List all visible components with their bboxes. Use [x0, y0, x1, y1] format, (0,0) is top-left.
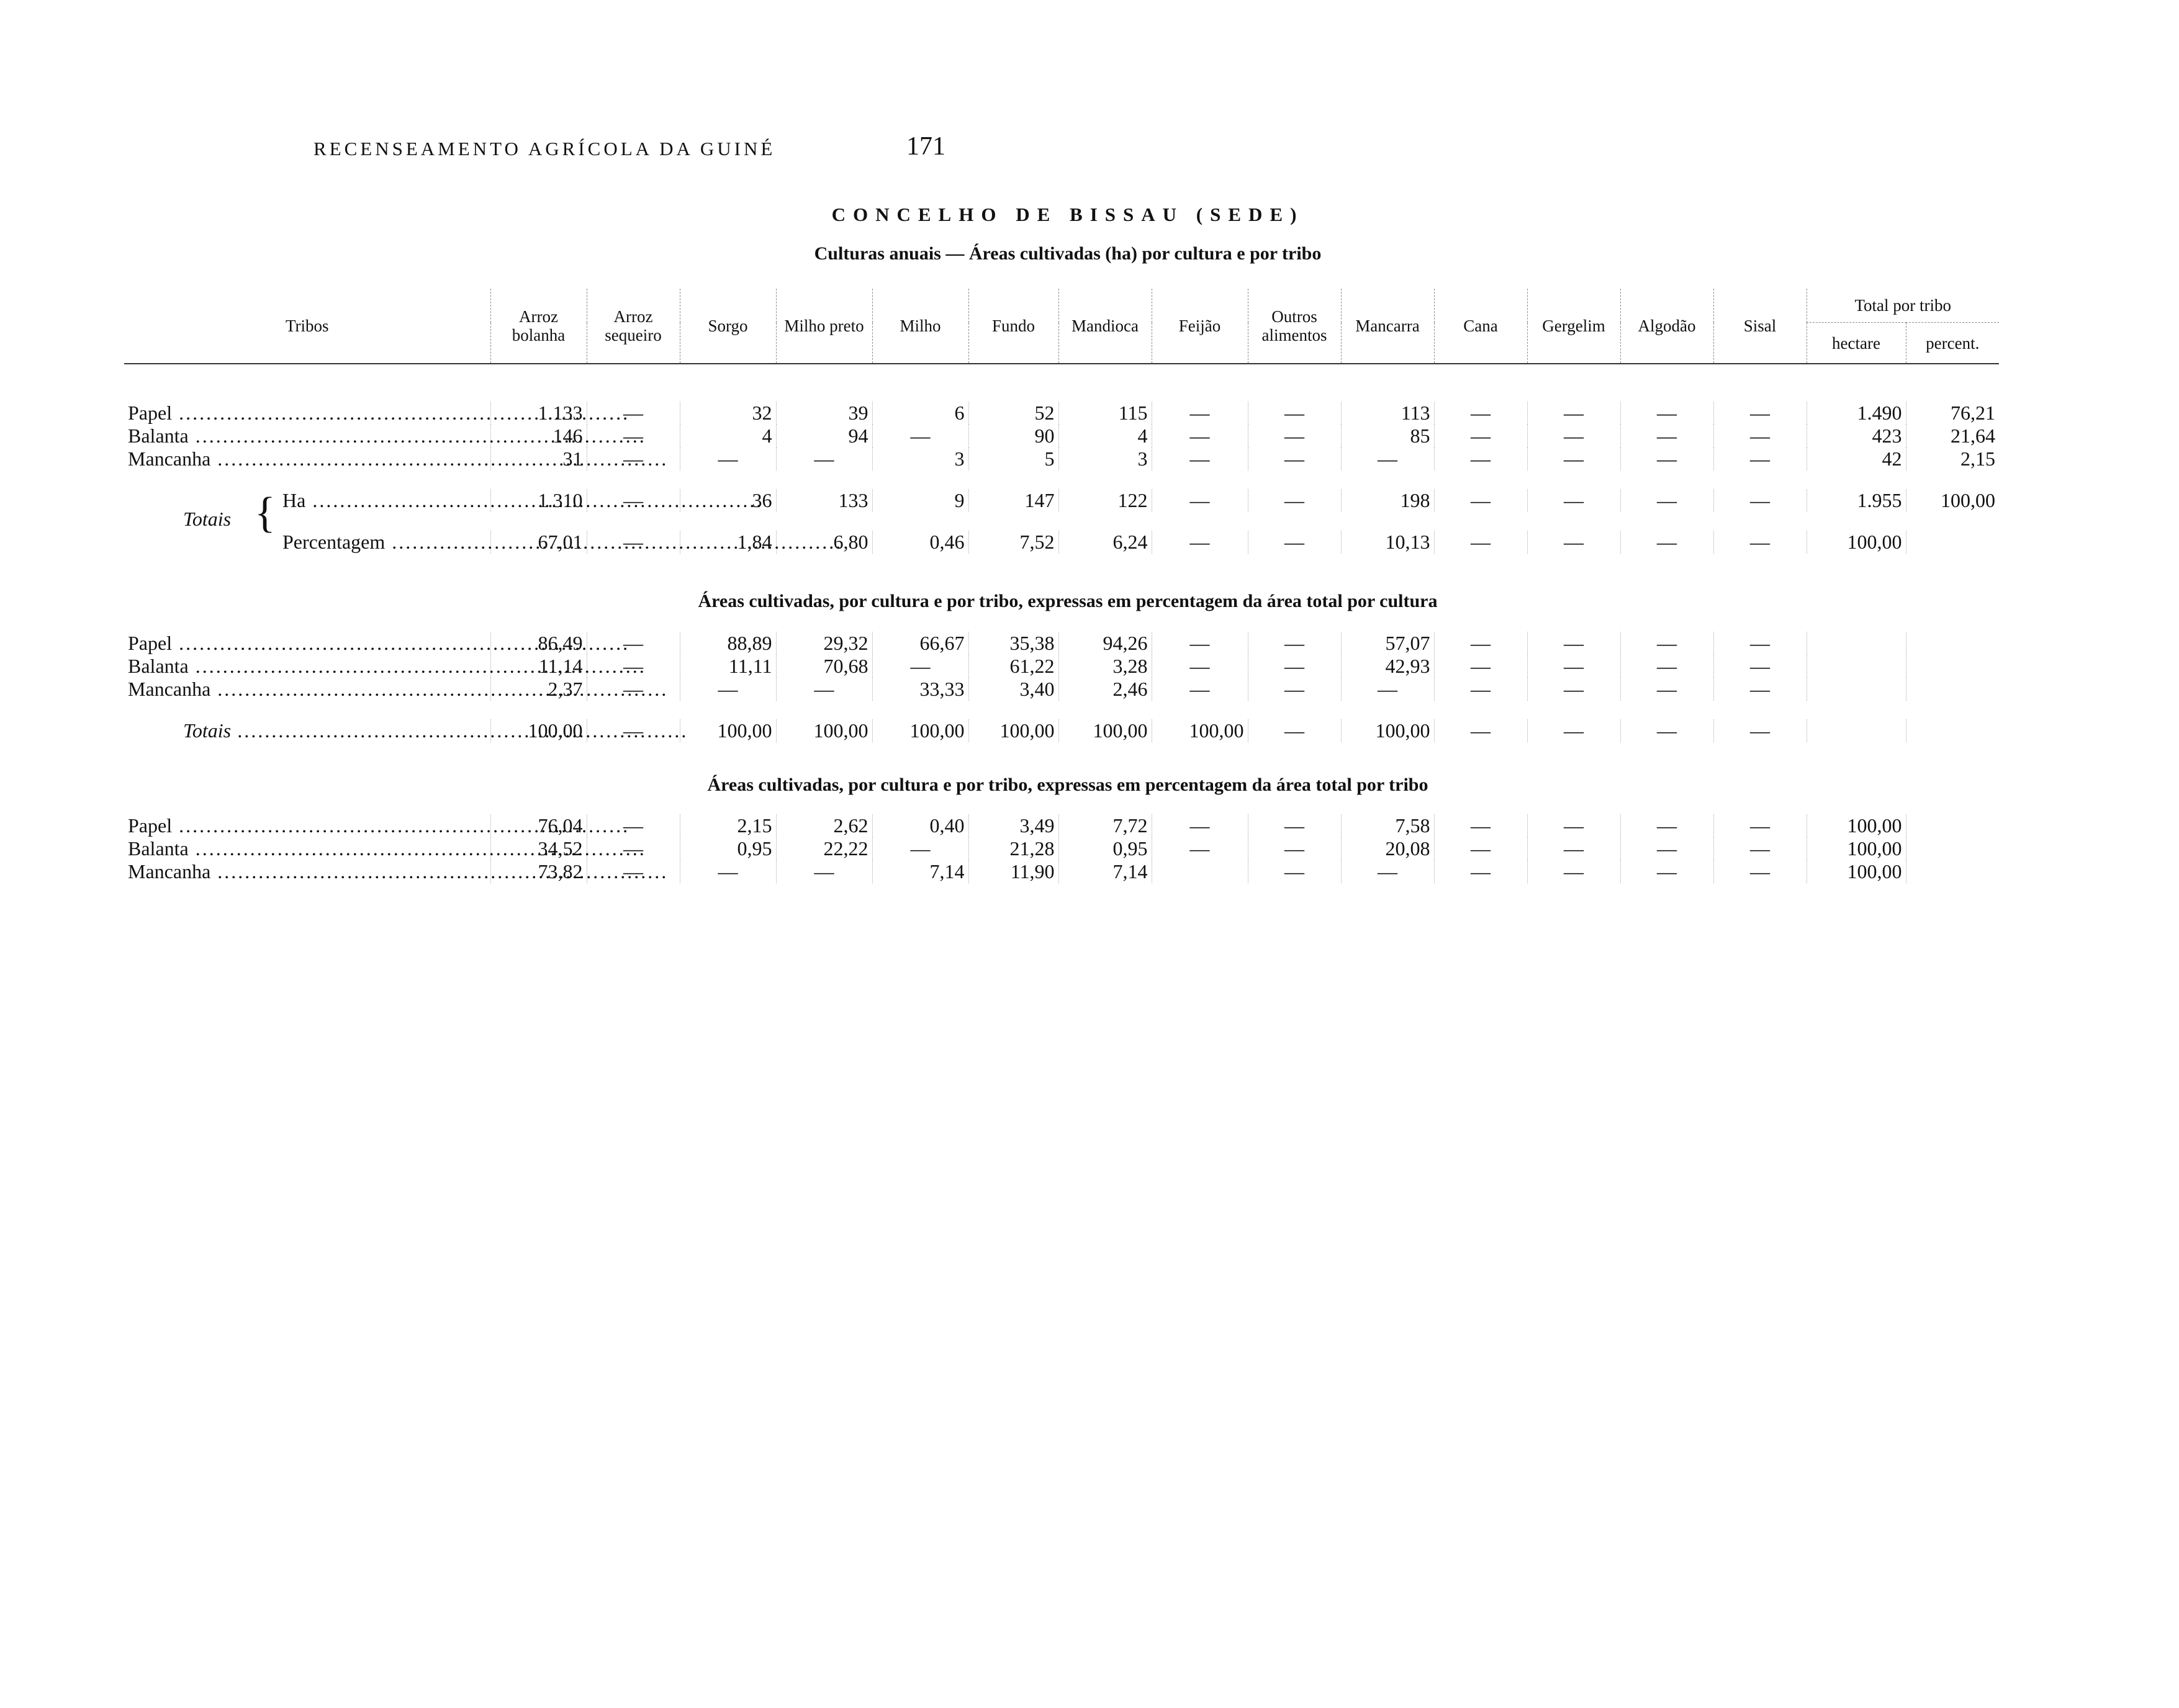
value-cell: —: [1152, 837, 1248, 860]
value-cell: 1.133: [490, 402, 587, 425]
value-cell: 35,38: [968, 632, 1058, 655]
tribe-name: Ha: [282, 489, 306, 511]
column-header-crop: Cana: [1434, 289, 1527, 364]
column-header-crop: Arroz bolanha: [490, 289, 587, 364]
value-cell: 66,67: [872, 632, 968, 655]
value-cell: 423: [1807, 425, 1906, 447]
value-cell: 2,62: [776, 814, 872, 837]
table-row: [124, 425, 1999, 447]
value-cell: 100,00: [1906, 489, 1999, 512]
value-cell: —: [1620, 489, 1713, 512]
value-cell: —: [1713, 447, 1807, 470]
value-cell: —: [587, 402, 680, 425]
value-cell: —: [1713, 402, 1807, 425]
value-cell: —: [1620, 447, 1713, 470]
value-cell: 22,22: [776, 837, 872, 860]
row-label: [124, 655, 490, 678]
column-header-percent: percent.: [1906, 323, 1999, 364]
row-label: [124, 447, 490, 470]
column-header-crop: Milho: [872, 289, 968, 364]
table-row: [124, 814, 1999, 837]
tribe-name: Balanta: [128, 655, 189, 677]
value-cell: 2,46: [1058, 678, 1152, 701]
value-cell: 100,00: [968, 719, 1058, 742]
value-cell: 0,95: [680, 837, 776, 860]
value-cell: [1807, 655, 1906, 678]
value-cell: —: [1152, 632, 1248, 655]
value-cell: —: [1620, 814, 1713, 837]
value-cell: 36: [680, 489, 776, 512]
row-label: [124, 425, 490, 447]
value-cell: —: [1527, 447, 1620, 470]
value-cell: 6: [872, 402, 968, 425]
value-cell: —: [1527, 531, 1620, 554]
table-row: [124, 719, 1999, 742]
value-cell: —: [1248, 447, 1341, 470]
row-label: [124, 489, 490, 537]
value-cell: [1906, 837, 1999, 860]
value-cell: —: [776, 678, 872, 701]
value-cell: [1906, 814, 1999, 837]
tribe-name: Balanta: [128, 425, 189, 447]
value-cell: —: [587, 719, 680, 742]
value-cell: 7,52: [968, 531, 1058, 554]
value-cell: —: [1527, 425, 1620, 447]
value-cell: 147: [968, 489, 1058, 512]
value-cell: —: [1152, 655, 1248, 678]
value-cell: —: [872, 837, 968, 860]
value-cell: —: [1152, 489, 1248, 512]
value-cell: —: [1713, 860, 1807, 883]
value-cell: 10,13: [1341, 531, 1434, 554]
value-cell: 42,93: [1341, 655, 1434, 678]
value-cell: 33,33: [872, 678, 968, 701]
value-cell: —: [587, 655, 680, 678]
column-header-crop: Gergelim: [1527, 289, 1620, 364]
value-cell: —: [1713, 814, 1807, 837]
percent-by-culture-table: [124, 632, 1999, 742]
value-cell: —: [680, 678, 776, 701]
brace-icon: {: [255, 489, 276, 537]
value-cell: —: [1248, 678, 1341, 701]
value-cell: —: [1620, 632, 1713, 655]
value-cell: 100,00: [680, 719, 776, 742]
value-cell: —: [1527, 632, 1620, 655]
value-cell: —: [587, 837, 680, 860]
value-cell: 1.955: [1807, 489, 1906, 512]
value-cell: 2,15: [1906, 447, 1999, 470]
value-cell: 4: [680, 425, 776, 447]
value-cell: —: [1152, 678, 1248, 701]
value-cell: —: [1434, 447, 1527, 470]
tribe-name: Mancanha: [128, 447, 211, 470]
column-header-crop: Mancarra: [1341, 289, 1434, 364]
value-cell: 100,00: [1152, 719, 1248, 742]
value-cell: [1906, 655, 1999, 678]
value-cell: 6,80: [776, 531, 872, 554]
value-cell: —: [1620, 860, 1713, 883]
value-cell: —: [1620, 678, 1713, 701]
tribe-name: Totais: [183, 719, 232, 742]
value-cell: —: [1527, 678, 1620, 701]
value-cell: 100,00: [1807, 837, 1906, 860]
value-cell: —: [1434, 814, 1527, 837]
value-cell: —: [1434, 678, 1527, 701]
tribe-name: Papel: [128, 814, 173, 837]
value-cell: 1,84: [680, 531, 776, 554]
value-cell: —: [1341, 678, 1434, 701]
table-row: [124, 860, 1999, 883]
tribe-name: Papel: [128, 632, 173, 654]
value-cell: —: [1620, 531, 1713, 554]
page-number: 171: [906, 132, 945, 161]
value-cell: —: [1152, 425, 1248, 447]
value-cell: [1906, 860, 1999, 883]
value-cell: 100,00: [776, 719, 872, 742]
value-cell: 3,40: [968, 678, 1058, 701]
column-header-crop: Fundo: [968, 289, 1058, 364]
value-cell: —: [1434, 719, 1527, 742]
value-cell: —: [1434, 837, 1527, 860]
table-subtitle: Culturas anuais — Áreas cultivadas (ha) por cultura e por tribo: [814, 243, 1322, 264]
value-cell: —: [1713, 719, 1807, 742]
value-cell: —: [1527, 489, 1620, 512]
value-cell: 133: [776, 489, 872, 512]
row-label: [124, 632, 490, 655]
tribe-name: Mancanha: [128, 860, 211, 883]
value-cell: —: [1527, 814, 1620, 837]
column-header-total-por-tribo: Total por tribo: [1807, 289, 1999, 323]
value-cell: —: [1527, 655, 1620, 678]
value-cell: 85: [1341, 425, 1434, 447]
value-cell: —: [1248, 814, 1341, 837]
column-header-crop: Sorgo: [680, 289, 776, 364]
value-cell: 21,64: [1906, 425, 1999, 447]
value-cell: —: [1713, 678, 1807, 701]
value-cell: —: [1434, 860, 1527, 883]
value-cell: 20,08: [1341, 837, 1434, 860]
value-cell: —: [1248, 489, 1341, 512]
value-cell: 2,15: [680, 814, 776, 837]
value-cell: —: [1434, 402, 1527, 425]
value-cell: —: [1248, 632, 1341, 655]
value-cell: —: [1434, 632, 1527, 655]
value-cell: 31: [490, 447, 587, 470]
value-cell: 76,21: [1906, 402, 1999, 425]
value-cell: —: [1713, 632, 1807, 655]
value-cell: 1.490: [1807, 402, 1906, 425]
value-cell: 5: [968, 447, 1058, 470]
value-cell: 7,72: [1058, 814, 1152, 837]
value-cell: —: [776, 447, 872, 470]
value-cell: —: [1713, 655, 1807, 678]
value-cell: 11,90: [968, 860, 1058, 883]
value-cell: 100,00: [1807, 860, 1906, 883]
value-cell: [1906, 531, 1999, 554]
running-title: RECENSEAMENTO AGRÍCOLA DA GUINÉ: [314, 138, 776, 160]
value-cell: —: [587, 489, 680, 512]
column-header-hectare: hectare: [1807, 323, 1906, 364]
value-cell: 1.310: [490, 489, 587, 512]
value-cell: 100,00: [1807, 531, 1906, 554]
value-cell: 3,28: [1058, 655, 1152, 678]
value-cell: —: [1248, 719, 1341, 742]
value-cell: 0,46: [872, 531, 968, 554]
tribe-name: Papel: [128, 402, 173, 424]
value-cell: 42: [1807, 447, 1906, 470]
value-cell: 100,00: [1807, 814, 1906, 837]
area-table-hectares: [124, 289, 1999, 554]
value-cell: 4: [1058, 425, 1152, 447]
value-cell: —: [1620, 425, 1713, 447]
value-cell: 21,28: [968, 837, 1058, 860]
value-cell: 2,37: [490, 678, 587, 701]
value-cell: —: [1248, 837, 1341, 860]
value-cell: 7,14: [1058, 860, 1152, 883]
value-cell: —: [1434, 655, 1527, 678]
table-row: [124, 531, 1999, 554]
value-cell: 100,00: [1058, 719, 1152, 742]
value-cell: —: [587, 678, 680, 701]
tribe-name: Mancanha: [128, 678, 211, 700]
value-cell: 70,68: [776, 655, 872, 678]
value-cell: 198: [1341, 489, 1434, 512]
value-cell: —: [1248, 860, 1341, 883]
value-cell: 11,11: [680, 655, 776, 678]
value-cell: —: [1434, 489, 1527, 512]
value-cell: —: [1341, 860, 1434, 883]
table-row: [124, 632, 1999, 655]
column-header-crop: Feijão: [1152, 289, 1248, 364]
value-cell: 9: [872, 489, 968, 512]
value-cell: —: [1152, 402, 1248, 425]
value-cell: —: [587, 632, 680, 655]
value-cell: 0,95: [1058, 837, 1152, 860]
row-label: [124, 860, 490, 883]
column-header-crop: Mandioca: [1058, 289, 1152, 364]
tribe-name: Percentagem: [282, 531, 386, 553]
value-cell: [1906, 719, 1999, 742]
value-cell: 100,00: [1341, 719, 1434, 742]
value-cell: 57,07: [1341, 632, 1434, 655]
value-cell: 3: [872, 447, 968, 470]
value-cell: 34,52: [490, 837, 587, 860]
value-cell: 3,49: [968, 814, 1058, 837]
value-cell: —: [1341, 447, 1434, 470]
value-cell: 76,04: [490, 814, 587, 837]
value-cell: —: [1713, 531, 1807, 554]
row-label: [124, 402, 490, 425]
table-row: [124, 655, 1999, 678]
value-cell: —: [587, 531, 680, 554]
value-cell: —: [587, 425, 680, 447]
value-cell: —: [1620, 719, 1713, 742]
value-cell: —: [1713, 425, 1807, 447]
value-cell: —: [872, 425, 968, 447]
value-cell: 7,58: [1341, 814, 1434, 837]
value-cell: [1807, 632, 1906, 655]
totals-label: Totais: [183, 508, 232, 530]
value-cell: —: [1527, 837, 1620, 860]
value-cell: 100,00: [872, 719, 968, 742]
value-cell: [1906, 632, 1999, 655]
value-cell: 6,24: [1058, 531, 1152, 554]
value-cell: —: [1248, 402, 1341, 425]
value-cell: —: [680, 447, 776, 470]
row-label: [124, 814, 490, 837]
value-cell: [1807, 719, 1906, 742]
value-cell: —: [776, 860, 872, 883]
value-cell: —: [1152, 447, 1248, 470]
value-cell: —: [587, 814, 680, 837]
value-cell: —: [680, 860, 776, 883]
value-cell: [1152, 860, 1248, 883]
value-cell: —: [1620, 837, 1713, 860]
value-cell: 32: [680, 402, 776, 425]
value-cell: —: [1620, 655, 1713, 678]
value-cell: 86,49: [490, 632, 587, 655]
value-cell: 94,26: [1058, 632, 1152, 655]
value-cell: —: [1248, 531, 1341, 554]
header-row: [124, 289, 1999, 323]
value-cell: —: [1434, 425, 1527, 447]
value-cell: 113: [1341, 402, 1434, 425]
value-cell: 90: [968, 425, 1058, 447]
value-cell: —: [1527, 719, 1620, 742]
row-label: [124, 719, 490, 742]
value-cell: —: [587, 447, 680, 470]
row-label: [124, 837, 490, 860]
value-cell: 11,14: [490, 655, 587, 678]
value-cell: 52: [968, 402, 1058, 425]
percent-by-tribe-table: [124, 814, 1999, 883]
value-cell: —: [872, 655, 968, 678]
table-row: [124, 837, 1999, 860]
value-cell: 3: [1058, 447, 1152, 470]
value-cell: —: [587, 860, 680, 883]
column-header-crop: Algodão: [1620, 289, 1713, 364]
value-cell: —: [1527, 402, 1620, 425]
value-cell: —: [1434, 531, 1527, 554]
value-cell: —: [1620, 402, 1713, 425]
section3-title: Áreas cultivadas, por cultura e por tribo, expressas em percentagem da área total por tribo: [707, 775, 1428, 795]
value-cell: —: [1527, 860, 1620, 883]
value-cell: 115: [1058, 402, 1152, 425]
value-cell: 0,40: [872, 814, 968, 837]
value-cell: 7,14: [872, 860, 968, 883]
tribe-name: Balanta: [128, 837, 189, 860]
value-cell: —: [1248, 655, 1341, 678]
column-header-crop: Sisal: [1713, 289, 1807, 364]
table-row: [124, 678, 1999, 701]
table-row: [124, 447, 1999, 470]
value-cell: 39: [776, 402, 872, 425]
value-cell: 146: [490, 425, 587, 447]
value-cell: —: [1152, 531, 1248, 554]
value-cell: —: [1713, 489, 1807, 512]
table-row: [124, 489, 1999, 512]
column-header-tribos: Tribos: [124, 289, 490, 364]
table-row: [124, 402, 1999, 425]
value-cell: 122: [1058, 489, 1152, 512]
section2-title: Áreas cultivadas, por cultura e por tribo, expressas em percentagem da área total por cultura: [698, 591, 1438, 611]
value-cell: 100,00: [490, 719, 587, 742]
value-cell: 88,89: [680, 632, 776, 655]
value-cell: [1807, 678, 1906, 701]
column-header-crop: Milho preto: [776, 289, 872, 364]
row-label: [124, 678, 490, 701]
value-cell: 94: [776, 425, 872, 447]
value-cell: —: [1713, 837, 1807, 860]
page-title: CONCELHO DE BISSAU (SEDE): [831, 204, 1304, 225]
value-cell: —: [1248, 425, 1341, 447]
row-label: [124, 531, 490, 554]
column-header-crop: Outros alimentos: [1248, 289, 1341, 364]
value-cell: 29,32: [776, 632, 872, 655]
value-cell: 61,22: [968, 655, 1058, 678]
value-cell: —: [1152, 814, 1248, 837]
value-cell: 67,01: [490, 531, 587, 554]
value-cell: 73,82: [490, 860, 587, 883]
value-cell: [1906, 678, 1999, 701]
column-header-crop: Arroz sequeiro: [587, 289, 680, 364]
